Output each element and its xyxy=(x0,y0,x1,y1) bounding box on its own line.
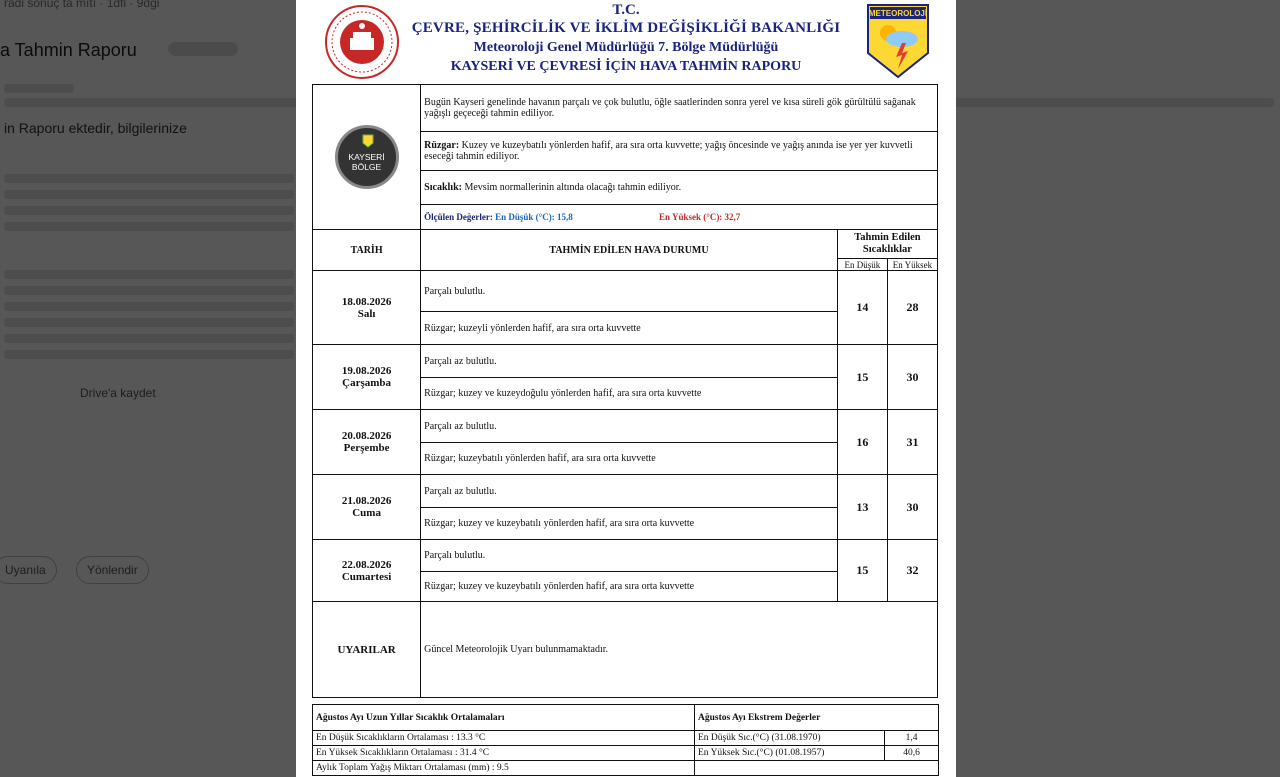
column-header-min: En Düşük xyxy=(837,259,887,271)
temperature-summary xyxy=(421,170,938,205)
day-min-temp: 15 xyxy=(837,345,887,410)
day-name: Salı xyxy=(357,307,376,320)
measured-min: En Düşük (°C): 15,8 xyxy=(495,212,573,223)
day-date-cell xyxy=(313,475,421,540)
ministry-seal-icon xyxy=(320,4,404,80)
day-wind: Rüzgar; kuzey ve kuzeybatılı yönlerden hafif, ara sıra orta kuvvette xyxy=(421,572,838,602)
column-header-forecast: TAHMİN EDİLEN HAVA DURUMU xyxy=(421,230,838,271)
monthly-statistics-table xyxy=(312,704,939,776)
day-wind: Rüzgar; kuzey ve kuzeybatılı yönlerden hafif, ara sıra orta kuvvette xyxy=(421,508,838,540)
kayseri-region-badge-icon xyxy=(335,125,399,189)
region-badge-cell xyxy=(313,85,421,230)
day-min-temp: 15 xyxy=(837,540,887,602)
extreme-max-label: En Yüksek Sıc.(°C) (01.08.1957) xyxy=(695,746,885,761)
day-name: Perşembe xyxy=(343,442,390,454)
day-date: 20.08.2026 xyxy=(341,430,392,442)
longterm-title: Ağustos Ayı Uzun Yıllar Sıcaklık Ortalamaları xyxy=(313,705,695,731)
wind-label: Rüzgar: xyxy=(424,139,460,151)
report-header-ministry: ÇEVRE, ŞEHİRCİLİK VE İKLİM DEĞİŞİKLİĞİ BAKANLIĞI xyxy=(411,20,841,36)
empty-cell xyxy=(695,761,939,776)
day-name: Çarşamba xyxy=(342,377,392,389)
measured-values xyxy=(421,205,938,230)
longterm-max: En Yüksek Sıcaklıkların Ortalaması : 31.4 °C xyxy=(313,746,695,761)
wind-summary xyxy=(421,131,938,170)
report-header-directorate: Meteoroloji Genel Müdürlüğü 7. Bölge Müdürlüğü xyxy=(473,40,779,55)
day-date-cell xyxy=(313,271,421,345)
day-date-cell xyxy=(313,540,421,602)
day-wind: Rüzgar; kuzey ve kuzeydoğulu yönlerden hafif, ara sıra orta kuvvette xyxy=(421,378,838,410)
day-max-temp: 28 xyxy=(887,271,937,345)
longterm-min: En Düşük Sıcaklıkların Ortalaması : 13.3 °C xyxy=(313,731,695,746)
logo-text: METEOROLOJİ xyxy=(868,9,928,18)
day-max-temp: 32 xyxy=(887,540,937,602)
temperature-text: Mevsim normallerinin altında olacağı tahmin ediliyor. xyxy=(464,182,682,194)
longterm-rain: Aylık Toplam Yağış Miktarı Ortalaması (mm) : 9.5 xyxy=(313,761,695,776)
extreme-min-value: 1,4 xyxy=(885,731,939,746)
day-min-temp: 13 xyxy=(837,475,887,540)
day-max-temp: 31 xyxy=(887,410,937,475)
day-date: 18.08.2026 xyxy=(341,295,392,308)
badge-line2: BÖLGE xyxy=(351,162,382,172)
day-date: 19.08.2026 xyxy=(341,365,392,377)
forecast-report-preview xyxy=(296,0,956,777)
day-date: 21.08.2026 xyxy=(341,495,392,507)
day-min-temp: 14 xyxy=(837,271,887,345)
day-wind: Rüzgar; kuzeybatılı yönlerden hafif, ara sıra orta kuvvette xyxy=(421,443,838,475)
report-header xyxy=(296,0,956,82)
column-header-max: En Yüksek xyxy=(887,259,937,271)
warnings-label: UYARILAR xyxy=(313,602,421,698)
day-weather: Parçalı bulutlu. xyxy=(421,271,838,312)
summary-text: Bugün Kayseri genelinde havanın parçalı ve çok bulutlu, öğle saatlerinden sonra yerel ve kısa süreli gök gürültülü sağanak yağışlı geçeceği tahmin ediliyor. xyxy=(421,85,938,132)
day-max-temp: 30 xyxy=(887,475,937,540)
measured-max: En Yüksek (°C): 32,7 xyxy=(659,212,741,223)
badge-line1: KAYSERİ xyxy=(348,152,385,162)
warnings-text: Güncel Meteorolojik Uyarı bulunmamaktadır. xyxy=(421,602,938,698)
column-header-date: TARİH xyxy=(313,230,421,271)
day-name: Cuma xyxy=(352,507,381,519)
forecast-table xyxy=(312,84,938,698)
day-date-cell xyxy=(313,345,421,410)
measured-label: Ölçülen Değerler: xyxy=(424,212,493,223)
day-weather: Parçalı az bulutlu. xyxy=(421,410,838,443)
day-weather: Parçalı bulutlu. xyxy=(421,540,838,572)
meteoroloji-logo-icon xyxy=(866,3,930,79)
day-max-temp: 30 xyxy=(887,345,937,410)
extreme-min-label: En Düşük Sıc.(°C) (31.08.1970) xyxy=(695,731,885,746)
column-header-temperatures: Tahmin Edilen Sıcaklıklar xyxy=(837,230,937,259)
report-header-line1: T.C. xyxy=(612,2,640,18)
day-date: 22.08.2026 xyxy=(341,558,392,571)
wind-text: Kuzey ve kuzeybatılı yönlerden hafif, ara sıra orta kuvvette; yağış öncesinde ve yağış anında ise yer yer kuvvetli eseceği tahmin ediliyor. xyxy=(424,139,913,162)
report-header-title: KAYSERİ VE ÇEVRESİ İÇİN HAVA TAHMİN RAPORU xyxy=(450,59,802,74)
day-weather: Parçalı az bulutlu. xyxy=(421,475,838,508)
day-min-temp: 16 xyxy=(837,410,887,475)
day-name: Cumartesi xyxy=(341,570,392,583)
extreme-max-value: 40,6 xyxy=(885,746,939,761)
temperature-label: Sıcaklık: xyxy=(424,182,462,194)
extreme-title: Ağustos Ayı Ekstrem Değerler xyxy=(695,705,939,731)
day-date-cell xyxy=(313,410,421,475)
day-wind: Rüzgar; kuzeyli yönlerden hafif, ara sıra orta kuvvette xyxy=(421,312,838,345)
day-weather: Parçalı az bulutlu. xyxy=(421,345,838,378)
